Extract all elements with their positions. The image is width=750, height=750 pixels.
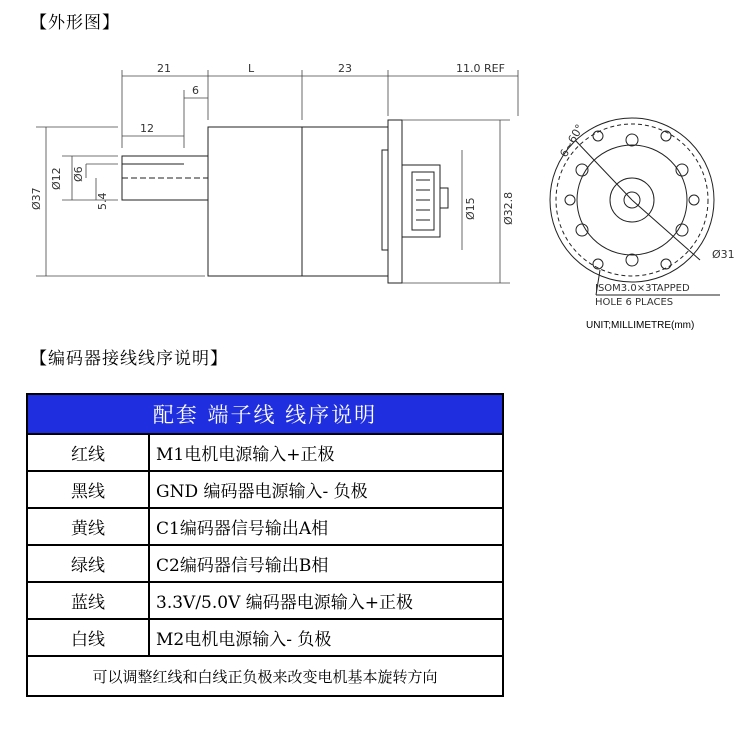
wire-description: M2电机电源输入- 负极 [149,619,503,656]
table-row [27,545,503,582]
wire-color: 蓝线 [27,582,149,619]
wire-description: GND 编码器电源输入- 负极 [149,471,503,508]
encoder-plate [388,120,402,283]
wire-description: M1电机电源输入+正极 [149,434,503,471]
unit-label: UNIT;MILLIMETRE(mm) [586,320,695,331]
dim-23: 23 [338,62,352,75]
wiring-section-title: 【编码器接线线序说明】 [30,349,228,369]
dim-phi12: Ø12 [50,167,63,190]
motor-outline-drawing [0,40,750,330]
tapped-note-1: ISOM3.0×3TAPPED [595,283,690,294]
motor-body [302,127,388,276]
table-row [27,471,503,508]
wire-color: 红线 [27,434,149,471]
wiring-table [26,393,504,697]
table-row [27,434,503,471]
table-row [27,582,503,619]
wire-description: C1编码器信号输出A相 [149,508,503,545]
wiring-note: 可以调整红线和白线正负极来改变电机基本旋转方向 [27,656,503,696]
dim-21: 21 [157,62,171,75]
dim-phi15: Ø15 [464,197,477,220]
wire-description: C2编码器信号输出B相 [149,545,503,582]
dim-phi32-8: Ø32.8 [502,191,515,225]
gearbox-body [208,127,302,276]
wire-color: 黄线 [27,508,149,545]
dim-5-4: 5.4 [96,192,109,210]
dim-angle: 6~60° [557,122,587,160]
dim-11ref: 11.0 REF [456,62,505,75]
dim-phi37: Ø37 [30,187,43,210]
wire-color: 绿线 [27,545,149,582]
wire-description: 3.3V/5.0V 编码器电源输入+正极 [149,582,503,619]
table-row [27,619,503,656]
dim-phi6: Ø6 [72,166,85,182]
dim-phi31: Ø31 [712,248,735,261]
wire-color: 黑线 [27,471,149,508]
wire-color: 白线 [27,619,149,656]
dim-L: L [248,62,255,75]
tapped-note-2: HOLE 6 PLACES [595,297,674,308]
dim-12: 12 [140,122,154,135]
table-row [27,508,503,545]
outline-section-title: 【外形图】 [30,13,120,33]
wiring-table-header: 配套 端子线 线序说明 [27,394,503,434]
dim-6: 6 [192,84,199,97]
